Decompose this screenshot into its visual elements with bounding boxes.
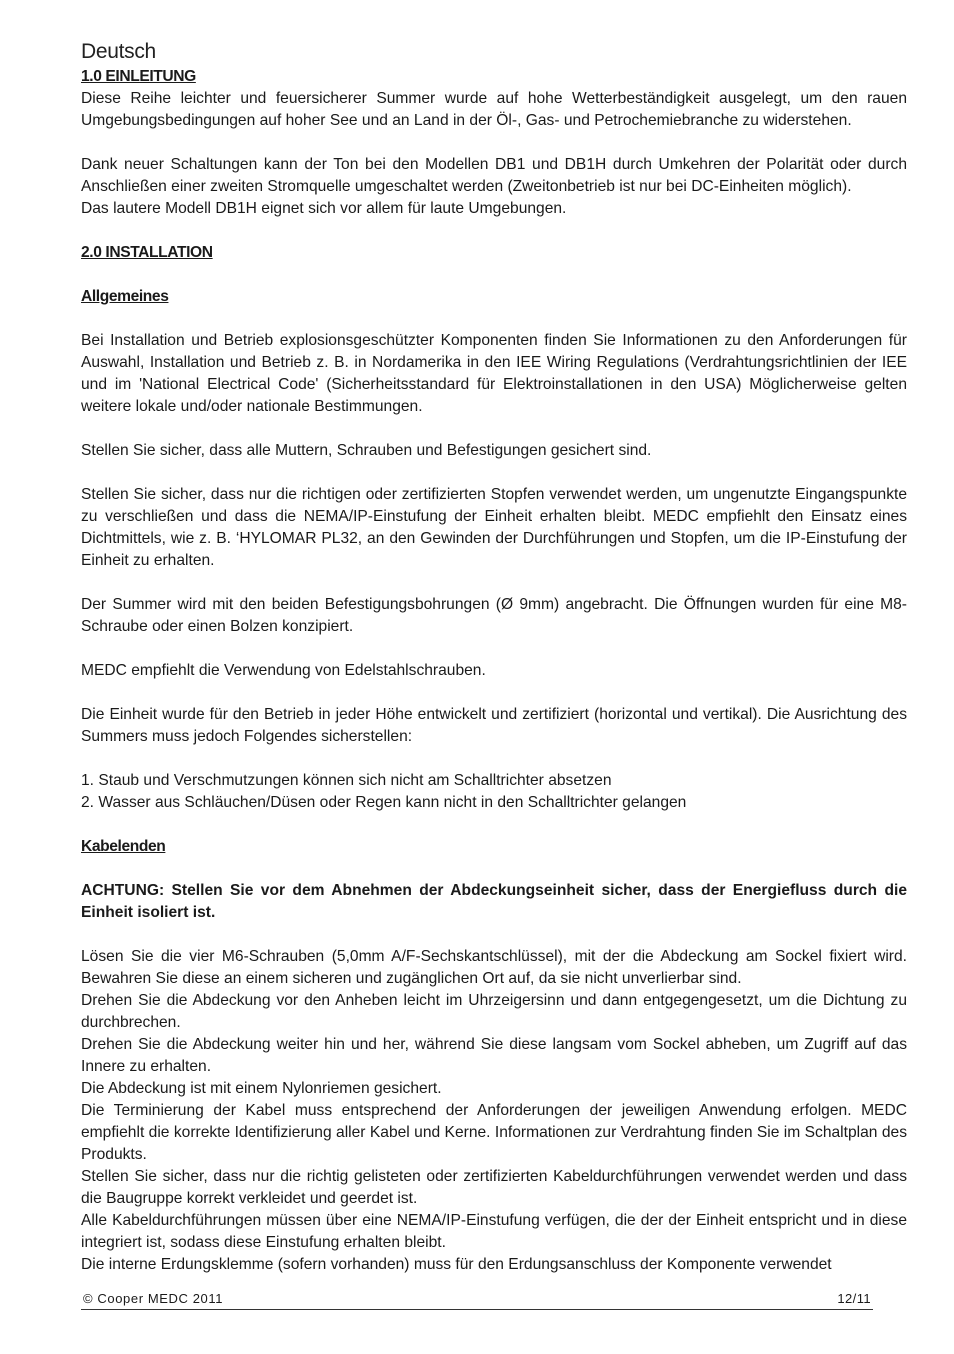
list-item: 1. Staub und Verschmutzungen können sich nicht am Schalltrichter absetzen xyxy=(81,772,612,789)
section-heading-introduction: 1.0 EINLEITUNG xyxy=(81,68,196,85)
paragraph: Stellen Sie sicher, dass alle Muttern, Schrauben und Befestigungen gesichert sind. xyxy=(81,442,652,459)
paragraph: Stellen Sie sicher, dass nur die richtigen oder zertifizierten Stopfen verwendet werden, um ungenutzte Eingangspunkte zu verschließen und dass die NEMA/IP-Einstufung der Einheit erhalten bleibt. MEDC empfiehlt den Einsatz eines Dichtmittels, wie z. B. ‘HYLOMAR PL32, an den Gewinden der Durchführungen und Stopfen, um die IP-Einstufung der Einheit zu erhalten. xyxy=(81,486,907,569)
paragraph: MEDC empfiehlt die Verwendung von Edelstahlschrauben. xyxy=(81,662,486,679)
paragraph: Die Abdeckung ist mit einem Nylonriemen gesichert. xyxy=(81,1080,442,1097)
paragraph: Dank neuer Schaltungen kann der Ton bei den Modellen DB1 und DB1H durch Umkehren der Polarität oder durch Anschließen einer zweiten Stromquelle umgeschaltet werden (Zweitonbetrieb ist nur bei DC-Einheiten möglich). xyxy=(81,156,907,195)
paragraph: Stellen Sie sicher, dass nur die richtig gelisteten oder zertifizierten Kabeldurchführungen verwendet werden und dass die Baugruppe korrekt verkleidet und geerdet ist. xyxy=(81,1168,907,1207)
document-date: 12/11 xyxy=(837,1291,871,1306)
paragraph: Drehen Sie die Abdeckung vor den Anheben leicht im Uhrzeigersinn und dann entgegengesetzt, um die Dichtung zu durchbrechen. xyxy=(81,992,907,1031)
paragraph: Lösen Sie die vier M6-Schrauben (5,0mm A/F-Sechskantschlüssel), mit der die Abdeckung am Sockel fixiert wird. Bewahren Sie diese an einem sicheren und zugänglichen Ort auf, da sie nicht unverlierbar sind. xyxy=(81,948,907,987)
paragraph: Diese Reihe leichter und feuersicherer Summer wurde auf hohe Wetterbeständigkeit ausgelegt, um den rauen Umgebungsbedingungen auf hoher See und an Land in der Öl-, Gas- und Petrochemiebranche zu widerstehen. xyxy=(81,90,907,129)
subheading-general: Allgemeines xyxy=(81,288,169,305)
paragraph: Bei Installation und Betrieb explosionsgeschützter Komponenten finden Sie Informationen zu den Anforderungen für Auswahl, Installation und Betrieb z. B. in Nordamerika in den IEE Wiring Regulations (Verdrahtungsrichtlinien der IEE und im 'National Electrical Code' (Sicherheitsstandard für Elektroinstallationen in den USA) Möglicherweise gelten weitere lokale und/oder nationale Bestimmungen. xyxy=(81,332,907,415)
paragraph: Die Einheit wurde für den Betrieb in jeder Höhe entwickelt und zertifiziert (horizontal und vertikal). Die Ausrichtung des Summers muss jedoch Folgendes sicherstellen: xyxy=(81,706,907,745)
language-label: Deutsch xyxy=(81,40,156,63)
paragraph: Die interne Erdungsklemme (sofern vorhanden) muss für den Erdungsanschluss der Komponente verwendet xyxy=(81,1256,832,1273)
document-page xyxy=(81,38,907,1276)
paragraph: Das lautere Modell DB1H eignet sich vor allem für laute Umgebungen. xyxy=(81,200,567,217)
paragraph: Die Terminierung der Kabel muss entsprechend der Anforderungen der jeweiligen Anwendung erfolgen. MEDC empfiehlt die korrekte Identifizierung aller Kabel und Kerne. Informationen zur Verdrahtung finden Sie im Schaltplan des Produkts. xyxy=(81,1102,907,1163)
paragraph: Alle Kabeldurchführungen müssen über eine NEMA/IP-Einstufung verfügen, die der der Einheit entspricht und in diese integriert ist, sodass diese Einstufung erhalten bleibt. xyxy=(81,1212,907,1251)
section-heading-installation: 2.0 INSTALLATION xyxy=(81,244,213,261)
list-item: 2. Wasser aus Schläuchen/Düsen oder Regen kann nicht in den Schalltrichter gelangen xyxy=(81,794,687,811)
paragraph: Der Summer wird mit den beiden Befestigungsbohrungen (Ø 9mm) angebracht. Die Öffnungen wurden für eine M8-Schraube oder einen Bolzen konzipiert. xyxy=(81,596,907,635)
warning-text: ACHTUNG: Stellen Sie vor dem Abnehmen der Abdeckungseinheit sicher, dass der Energiefluss durch die Einheit isoliert ist. xyxy=(81,882,907,921)
subheading-cable-ends: Kabelenden xyxy=(81,838,166,855)
copyright-text: © Cooper MEDC 2011 xyxy=(83,1291,224,1306)
page-footer xyxy=(81,1287,873,1310)
paragraph: Drehen Sie die Abdeckung weiter hin und her, während Sie diese langsam vom Sockel abheben, um Zugriff auf das Innere zu erhalten. xyxy=(81,1036,907,1075)
